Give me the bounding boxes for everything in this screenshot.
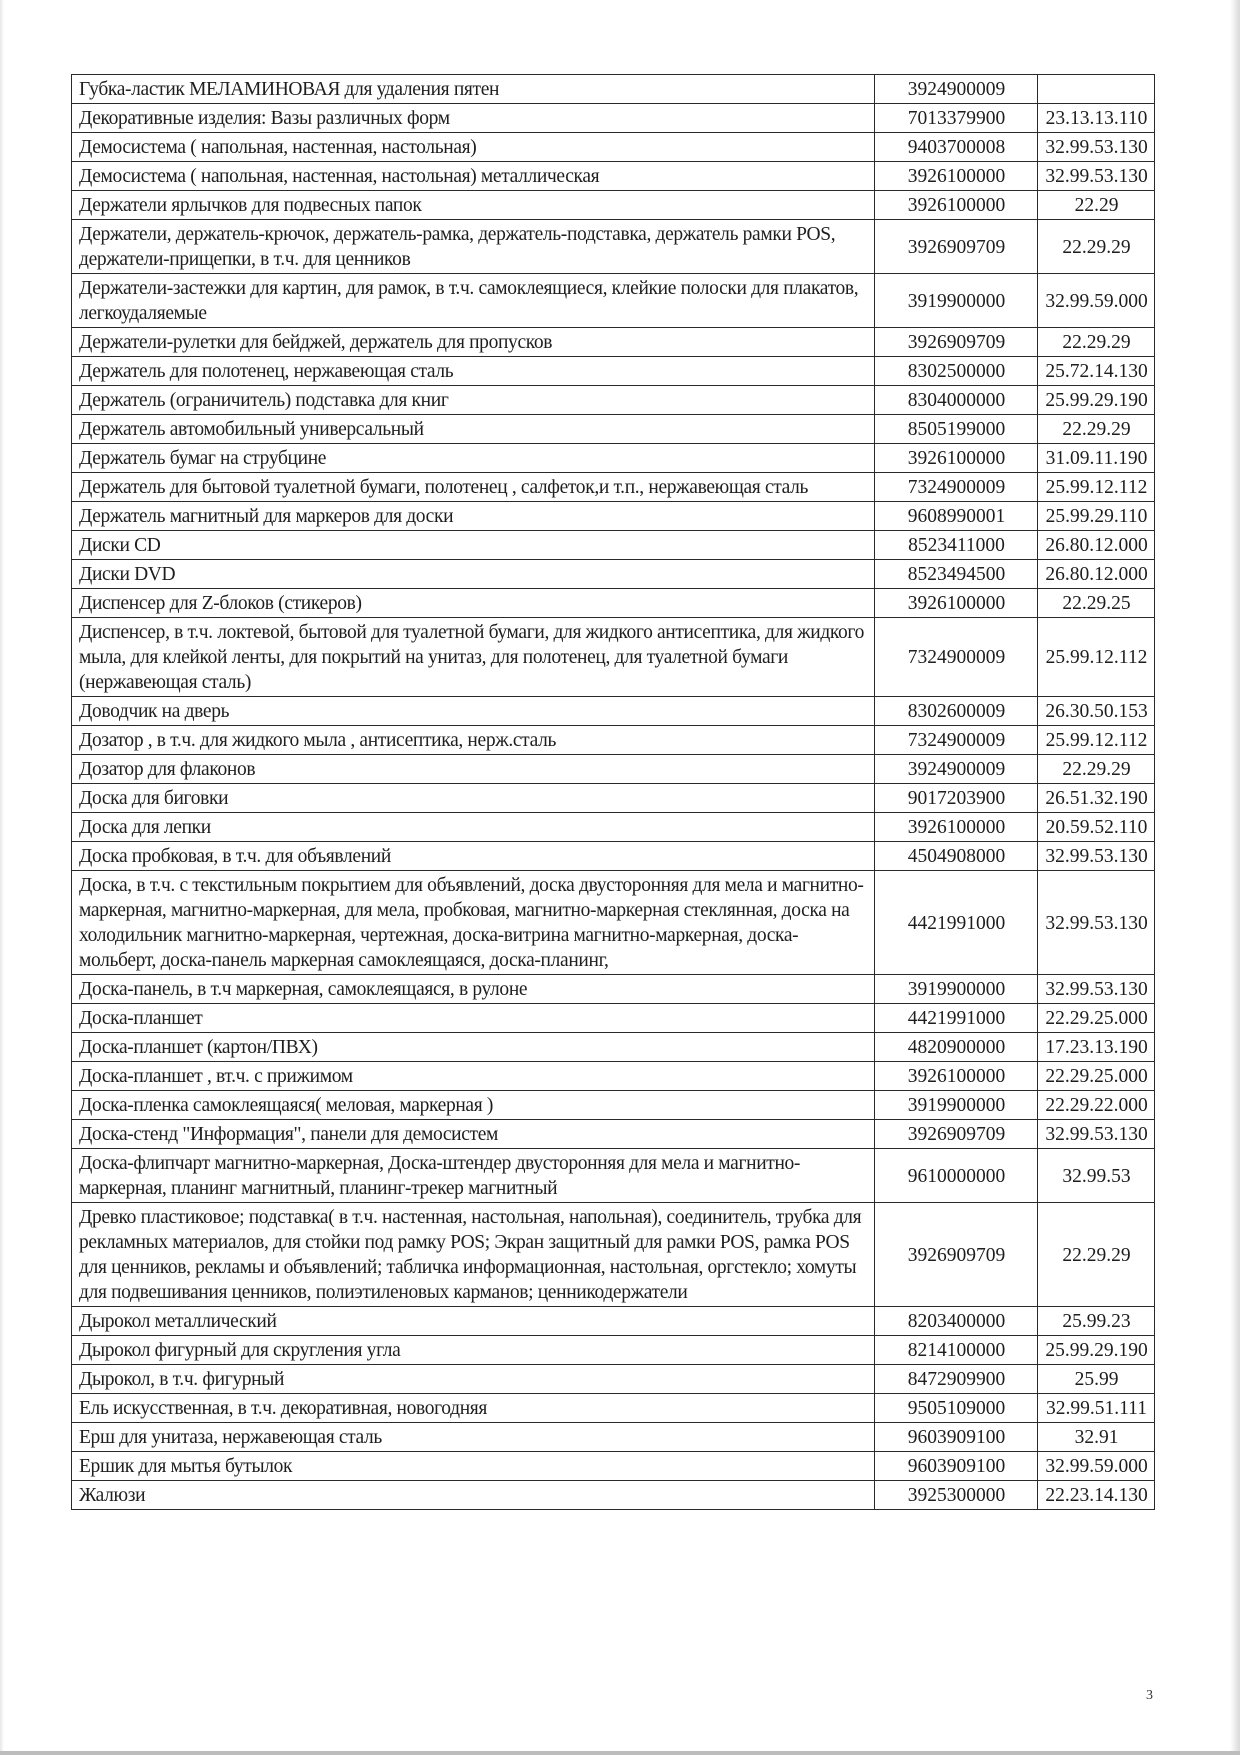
okpd-code-cell: 26.80.12.000 — [1038, 531, 1155, 560]
tnved-code-cell: 3926100000 — [875, 162, 1038, 191]
tnved-code-cell: 8203400000 — [875, 1307, 1038, 1336]
product-name-cell: Диски DVD — [72, 560, 875, 589]
table-row — [72, 473, 1155, 502]
table-row — [72, 133, 1155, 162]
table-row — [72, 755, 1155, 784]
tnved-code-cell: 8523494500 — [875, 560, 1038, 589]
page-number: 3 — [1146, 1688, 1153, 1703]
product-name-cell: Доска-планшет , вт.ч. с прижимом — [72, 1062, 875, 1091]
tnved-code-cell: 3924900009 — [875, 755, 1038, 784]
table-row — [72, 1004, 1155, 1033]
tnved-code-cell: 8214100000 — [875, 1336, 1038, 1365]
goods-table — [71, 74, 1155, 1510]
tnved-code-cell: 9505109000 — [875, 1394, 1038, 1423]
okpd-code-cell: 26.80.12.000 — [1038, 560, 1155, 589]
scan-edge-bottom — [0, 1751, 1240, 1755]
table-row — [72, 444, 1155, 473]
tnved-code-cell: 8302600009 — [875, 697, 1038, 726]
product-name-cell: Держатель (ограничитель) подставка для книг — [72, 386, 875, 415]
okpd-code-cell: 25.99.29.110 — [1038, 502, 1155, 531]
okpd-code-cell: 32.99.53.130 — [1038, 1120, 1155, 1149]
okpd-code-cell: 25.99.12.112 — [1038, 618, 1155, 697]
product-name-cell: Доска-пленка самоклеящаяся( меловая, маркерная ) — [72, 1091, 875, 1120]
table-row — [72, 1452, 1155, 1481]
product-name-cell: Держатели-рулетки для бейджей, держатель для пропусков — [72, 328, 875, 357]
tnved-code-cell: 8472909900 — [875, 1365, 1038, 1394]
product-name-cell: Дырокол фигурный для скругления угла — [72, 1336, 875, 1365]
tnved-code-cell: 3919900000 — [875, 274, 1038, 328]
product-name-cell: Доска-флипчарт магнитно-маркерная, Доска-штендер двусторонняя для мела и магнитно-маркерная, планинг магнитный, планинг-трекер магнитный — [72, 1149, 875, 1203]
tnved-code-cell: 3919900000 — [875, 975, 1038, 1004]
table-row — [72, 357, 1155, 386]
table-row — [72, 162, 1155, 191]
okpd-code-cell: 32.99.53.130 — [1038, 133, 1155, 162]
product-name-cell: Доска-планшет — [72, 1004, 875, 1033]
tnved-code-cell: 4421991000 — [875, 871, 1038, 975]
okpd-code-cell: 22.29.25.000 — [1038, 1062, 1155, 1091]
table-row — [72, 220, 1155, 274]
table-row — [72, 75, 1155, 104]
product-name-cell: Держатель магнитный для маркеров для доски — [72, 502, 875, 531]
tnved-code-cell: 8302500000 — [875, 357, 1038, 386]
okpd-code-cell: 32.99.53.130 — [1038, 162, 1155, 191]
table-row — [72, 1481, 1155, 1510]
table-row — [72, 871, 1155, 975]
tnved-code-cell: 9603909100 — [875, 1423, 1038, 1452]
tnved-code-cell: 4421991000 — [875, 1004, 1038, 1033]
tnved-code-cell: 3926909709 — [875, 1120, 1038, 1149]
tnved-code-cell: 9610000000 — [875, 1149, 1038, 1203]
okpd-code-cell: 25.99 — [1038, 1365, 1155, 1394]
goods-table-body — [72, 75, 1155, 1510]
okpd-code-cell: 17.23.13.190 — [1038, 1033, 1155, 1062]
table-row — [72, 1336, 1155, 1365]
product-name-cell: Доска пробковая, в т.ч. для объявлений — [72, 842, 875, 871]
table-row — [72, 726, 1155, 755]
product-name-cell: Доска-планшет (картон/ПВХ) — [72, 1033, 875, 1062]
product-name-cell: Держатели-застежки для картин, для рамок, в т.ч. самоклеящиеся, клейкие полоски для плакатов, легкоудаляемые — [72, 274, 875, 328]
okpd-code-cell: 31.09.11.190 — [1038, 444, 1155, 473]
okpd-code-cell: 32.99.53.130 — [1038, 842, 1155, 871]
product-name-cell: Держатели, держатель-крючок, держатель-рамка, держатель-подставка, держатель рамки POS, держатели-прищепки, в т.ч. для ценников — [72, 220, 875, 274]
table-row — [72, 589, 1155, 618]
table-row — [72, 415, 1155, 444]
okpd-code-cell: 22.29 — [1038, 191, 1155, 220]
tnved-code-cell: 8523411000 — [875, 531, 1038, 560]
tnved-code-cell: 3926909709 — [875, 220, 1038, 274]
product-name-cell: Доска-панель, в т.ч маркерная, самоклеящаяся, в рулоне — [72, 975, 875, 1004]
product-name-cell: Жалюзи — [72, 1481, 875, 1510]
okpd-code-cell: 32.99.53 — [1038, 1149, 1155, 1203]
product-name-cell: Держатель автомобильный универсальный — [72, 415, 875, 444]
tnved-code-cell: 3926100000 — [875, 813, 1038, 842]
product-name-cell: Доска, в т.ч. с текстильным покрытием для объявлений, доска двусторонняя для мела и магнитно-маркерная, магнитно-маркерная, для мела, пробковая, магнитно-маркерная стеклянная, доска на холодильник магнитно-маркерная, чертежная, доска-витрина магнитно-маркерная, доска-мольберт, доска-панель маркерная самоклеящаяся, доска-планинг, — [72, 871, 875, 975]
table-row — [72, 560, 1155, 589]
table-row — [72, 784, 1155, 813]
okpd-code-cell: 32.99.53.130 — [1038, 871, 1155, 975]
table-row — [72, 386, 1155, 415]
product-name-cell: Доска для биговки — [72, 784, 875, 813]
tnved-code-cell: 3926100000 — [875, 1062, 1038, 1091]
product-name-cell: Держатель бумаг на струбцине — [72, 444, 875, 473]
tnved-code-cell: 9403700008 — [875, 133, 1038, 162]
table-row — [72, 697, 1155, 726]
product-name-cell: Доводчик на дверь — [72, 697, 875, 726]
okpd-code-cell: 22.29.29 — [1038, 755, 1155, 784]
product-name-cell: Диспенсер для Z-блоков (стикеров) — [72, 589, 875, 618]
tnved-code-cell: 9603909100 — [875, 1452, 1038, 1481]
table-row — [72, 1203, 1155, 1307]
product-name-cell: Доска-стенд "Информация", панели для демосистем — [72, 1120, 875, 1149]
scan-edge-right — [1230, 0, 1240, 1755]
product-name-cell: Доска для лепки — [72, 813, 875, 842]
okpd-code-cell: 25.99.29.190 — [1038, 386, 1155, 415]
tnved-code-cell: 3925300000 — [875, 1481, 1038, 1510]
okpd-code-cell: 22.29.29 — [1038, 415, 1155, 444]
tnved-code-cell: 3926100000 — [875, 444, 1038, 473]
tnved-code-cell: 9608990001 — [875, 502, 1038, 531]
tnved-code-cell: 7013379900 — [875, 104, 1038, 133]
okpd-code-cell: 26.30.50.153 — [1038, 697, 1155, 726]
okpd-code-cell: 32.99.59.000 — [1038, 274, 1155, 328]
table-row — [72, 1394, 1155, 1423]
tnved-code-cell: 3919900000 — [875, 1091, 1038, 1120]
tnved-code-cell: 7324900009 — [875, 473, 1038, 502]
table-row — [72, 975, 1155, 1004]
tnved-code-cell: 7324900009 — [875, 726, 1038, 755]
okpd-code-cell: 32.99.53.130 — [1038, 975, 1155, 1004]
product-name-cell: Древко пластиковое; подставка( в т.ч. настенная, настольная, напольная), соединитель, трубка для рекламных материалов, для стойки под рамку POS; Экран защитный для рамки POS, рамка POS для ценников, рекламы и объявлений; табличка информационная, настольная, оргстекло; хомуты для подвешивания ценников, полиэтиленовых карманов; ценникодержатели — [72, 1203, 875, 1307]
product-name-cell: Ерш для унитаза, нержавеющая сталь — [72, 1423, 875, 1452]
tnved-code-cell: 3926909709 — [875, 328, 1038, 357]
okpd-code-cell: 20.59.52.110 — [1038, 813, 1155, 842]
table-row — [72, 1033, 1155, 1062]
okpd-code-cell: 25.99.12.112 — [1038, 726, 1155, 755]
product-name-cell: Демосистема ( напольная, настенная, настольная) — [72, 133, 875, 162]
product-name-cell: Дозатор для флаконов — [72, 755, 875, 784]
table-row — [72, 1062, 1155, 1091]
tnved-code-cell: 3926100000 — [875, 191, 1038, 220]
okpd-code-cell: 22.29.29 — [1038, 328, 1155, 357]
table-row — [72, 1091, 1155, 1120]
okpd-code-cell: 22.29.25.000 — [1038, 1004, 1155, 1033]
product-name-cell: Демосистема ( напольная, настенная, настольная) металлическая — [72, 162, 875, 191]
tnved-code-cell: 3924900009 — [875, 75, 1038, 104]
table-row — [72, 813, 1155, 842]
table-row — [72, 531, 1155, 560]
product-name-cell: Дозатор , в т.ч. для жидкого мыла , антисептика, нерж.сталь — [72, 726, 875, 755]
scan-edge-left — [0, 0, 4, 1755]
product-name-cell: Диспенсер, в т.ч. локтевой, бытовой для туалетной бумаги, для жидкого антисептика, для жидкого мыла, для клейкой ленты, для покрытий на унитаз, для полотенец, для туалетной бумаги (нержавеющая сталь) — [72, 618, 875, 697]
okpd-code-cell: 22.29.25 — [1038, 589, 1155, 618]
okpd-code-cell: 25.99.29.190 — [1038, 1336, 1155, 1365]
table-row — [72, 274, 1155, 328]
table-row — [72, 1307, 1155, 1336]
tnved-code-cell: 7324900009 — [875, 618, 1038, 697]
okpd-code-cell: 22.29.22.000 — [1038, 1091, 1155, 1120]
product-name-cell: Дырокол, в т.ч. фигурный — [72, 1365, 875, 1394]
okpd-code-cell: 32.99.59.000 — [1038, 1452, 1155, 1481]
okpd-code-cell: 26.51.32.190 — [1038, 784, 1155, 813]
tnved-code-cell: 4504908000 — [875, 842, 1038, 871]
product-name-cell: Ель искусственная, в т.ч. декоративная, новогодняя — [72, 1394, 875, 1423]
okpd-code-cell: 22.29.29 — [1038, 220, 1155, 274]
product-name-cell: Декоративные изделия: Вазы различных форм — [72, 104, 875, 133]
okpd-code-cell: 25.99.12.112 — [1038, 473, 1155, 502]
table-row — [72, 502, 1155, 531]
product-name-cell: Ершик для мытья бутылок — [72, 1452, 875, 1481]
okpd-code-cell: 25.72.14.130 — [1038, 357, 1155, 386]
tnved-code-cell: 3926909709 — [875, 1203, 1038, 1307]
table-row — [72, 1423, 1155, 1452]
product-name-cell: Держатели ярлычков для подвесных папок — [72, 191, 875, 220]
okpd-code-cell: 25.99.23 — [1038, 1307, 1155, 1336]
table-row — [72, 104, 1155, 133]
okpd-code-cell: 32.91 — [1038, 1423, 1155, 1452]
table-row — [72, 1149, 1155, 1203]
table-row — [72, 1120, 1155, 1149]
tnved-code-cell: 8304000000 — [875, 386, 1038, 415]
okpd-code-cell: 23.13.13.110 — [1038, 104, 1155, 133]
okpd-code-cell: 22.29.29 — [1038, 1203, 1155, 1307]
product-name-cell: Диски CD — [72, 531, 875, 560]
table-row — [72, 1365, 1155, 1394]
okpd-code-cell — [1038, 75, 1155, 104]
tnved-code-cell: 3926100000 — [875, 589, 1038, 618]
product-name-cell: Держатель для бытовой туалетной бумаги, полотенец , салфеток,и т.п., нержавеющая сталь — [72, 473, 875, 502]
table-row — [72, 618, 1155, 697]
product-name-cell: Губка-ластик МЕЛАМИНОВАЯ для удаления пятен — [72, 75, 875, 104]
tnved-code-cell: 4820900000 — [875, 1033, 1038, 1062]
tnved-code-cell: 8505199000 — [875, 415, 1038, 444]
table-row — [72, 191, 1155, 220]
okpd-code-cell: 32.99.51.111 — [1038, 1394, 1155, 1423]
okpd-code-cell: 22.23.14.130 — [1038, 1481, 1155, 1510]
tnved-code-cell: 9017203900 — [875, 784, 1038, 813]
table-row — [72, 842, 1155, 871]
product-name-cell: Дырокол металлический — [72, 1307, 875, 1336]
table-row — [72, 328, 1155, 357]
product-name-cell: Держатель для полотенец, нержавеющая сталь — [72, 357, 875, 386]
